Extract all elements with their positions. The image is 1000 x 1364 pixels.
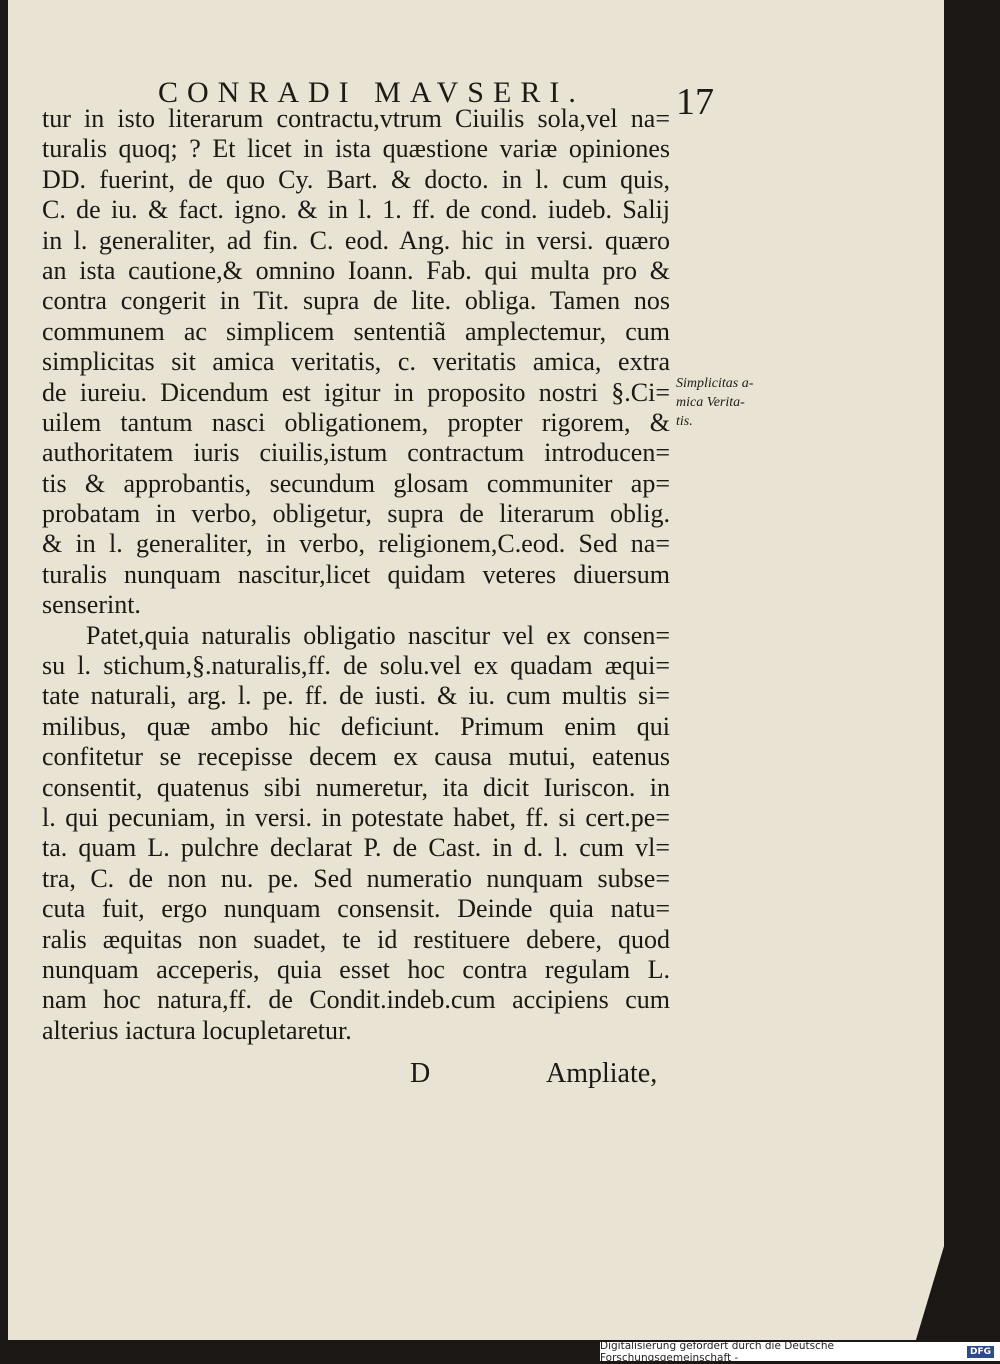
text-line: confitetur se recepisse decem ex causa mutui, eatenus <box>42 742 670 772</box>
page-number: 17 <box>676 81 714 123</box>
text-line: turalis nunquam nascitur,licet quidam veteres diuersum <box>42 559 670 589</box>
text-line: l. qui pecuniam, in versi. in potestate habet, ff. si cert.pe= <box>42 802 670 832</box>
text-line: senserint. <box>42 590 141 620</box>
text-line: Patet,quia naturalis obligatio nascitur vel ex consen= <box>86 620 670 650</box>
digitization-footer <box>600 1339 1000 1364</box>
text-line: alterius iactura locupletaretur. <box>42 1015 352 1045</box>
footer-text: Digitalisierung gefördert durch die Deutsche Forschungsgemeinschaft - <box>600 1339 834 1364</box>
text-line: & in l. generaliter, in verbo, religionem,C.eod. Sed na= <box>42 529 670 559</box>
running-head: CONRADI MAVSERI. <box>158 76 585 109</box>
margin-note-line: mica Verita- <box>676 395 745 410</box>
body-text <box>42 104 670 1046</box>
catchword: Ampliate, <box>546 1058 658 1089</box>
text-line: consentit, quatenus sibi numeretur, ita dicit Iuriscon. in <box>42 772 670 802</box>
text-line: turalis quoq; ? Et licet in ista quæstione variæ opiniones <box>42 134 670 164</box>
text-line: probatam in verbo, obligetur, supra de literarum oblig. <box>42 499 670 529</box>
text-line: an ista cautione,& omnino Ioann. Fab. qui multa pro & <box>42 255 670 285</box>
text-line: C. de iu. & fact. igno. & in l. 1. ff. de cond. iudeb. Salij <box>42 195 670 225</box>
text-line: nunquam acceperis, quia esset hoc contra regulam L. <box>42 954 670 984</box>
dfg-logo-icon: DFG <box>967 1346 994 1358</box>
text-line: uilem tantum nasci obligationem, propter rigorem, & <box>42 407 670 437</box>
text-line: ta. quam L. pulchre declarat P. de Cast. in d. l. cum vl= <box>42 833 670 863</box>
text-line: tra, C. de non nu. pe. Sed numeratio nunquam subse= <box>42 863 670 893</box>
text-line: nam hoc natura,ff. de Condit.indeb.cum accipiens cum <box>42 985 670 1015</box>
text-line: ralis æquitas non suadet, te id restituere debere, quod <box>42 924 670 954</box>
text-line: tate naturali, arg. l. pe. ff. de iusti. & iu. cum multis si= <box>42 681 670 711</box>
text-line: su l. stichum,§.naturalis,ff. de solu.vel ex quadam æqui= <box>42 651 670 681</box>
text-line: authoritatem iuris ciuilis,istum contractum introducen= <box>42 438 670 468</box>
text-line: cuta fuit, ergo nunquam consensit. Deinde quia natu= <box>42 894 670 924</box>
margin-note-line: tis. <box>676 414 693 429</box>
text-line: tur in isto literarum contractu,vtrum Ciuilis sola,vel na= <box>42 104 670 133</box>
text-line: de iureiu. Dicendum est igitur in proposito nostri §.Ci= <box>42 377 670 407</box>
signature-mark: D <box>410 1058 431 1089</box>
text-line: tis & approbantis, secundum glosam communiter ap= <box>42 468 670 498</box>
margin-note <box>676 374 796 431</box>
margin-note-line: Simplicitas a- <box>676 376 754 391</box>
text-line: milibus, quæ ambo hic deficiunt. Primum enim qui <box>42 711 670 741</box>
text-line: DD. fuerint, de quo Cy. Bart. & docto. in l. cum quis, <box>42 164 670 194</box>
text-line: contra congerit in Tit. supra de lite. obliga. Tamen nos <box>42 286 670 316</box>
text-line: simplicitas sit amica veritatis, c. veritatis amica, extra <box>42 347 670 377</box>
text-line: communem ac simplicem sententiã amplectemur, cum <box>42 316 670 346</box>
text-line: in l. generaliter, ad fin. C. eod. Ang. hic in versi. quæro <box>42 225 670 255</box>
